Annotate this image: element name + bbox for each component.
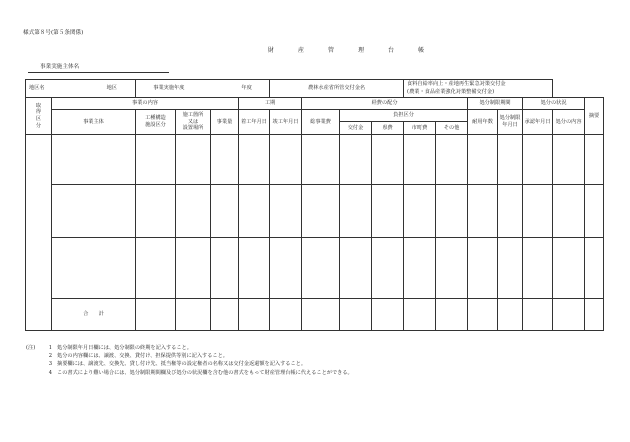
table-cell [270, 238, 302, 299]
table-cell [523, 299, 553, 331]
table-cell [436, 238, 468, 299]
project-contents-header: 事業の内容 [52, 98, 239, 110]
header-row-2 [26, 110, 604, 122]
table-cell [136, 135, 176, 185]
operator-name-line [28, 72, 169, 73]
table-cell [498, 238, 523, 299]
table-cell [340, 238, 372, 299]
district-name-cell [26, 80, 136, 98]
note-text: 処分制限年月日欄には、処分制限の終期を記入すること。 [57, 345, 192, 351]
operator-label: 事業実施主体名 [40, 64, 80, 70]
construction-period-header: 工期 [239, 98, 302, 110]
total-label: 合 計 [52, 299, 136, 331]
table-cell [553, 238, 585, 299]
table-cell [468, 238, 498, 299]
table-cell [553, 299, 585, 331]
table-cell [340, 185, 372, 238]
grant-name-label: 農林水産省所管交付金名 [270, 80, 404, 98]
table-cell [585, 238, 604, 299]
quantity-header: 事業量 [211, 110, 239, 135]
start-date-header: 着工年月日 [239, 110, 270, 135]
table-cell [468, 299, 498, 331]
table-cell [239, 299, 270, 331]
table-row [26, 238, 604, 299]
disposal-limit-date-header: 処分制限 年月日 [498, 110, 523, 135]
acquisition-category-header: 取 得 区 分 [26, 98, 52, 135]
form-number: 様式第８号(第５条関係) [23, 30, 84, 36]
table-cell [372, 238, 404, 299]
header-row-1 [26, 98, 604, 110]
table-cell [498, 185, 523, 238]
table-cell [468, 135, 498, 185]
note-number: 4 [48, 369, 52, 376]
header-info-row [26, 80, 604, 98]
note-item [26, 344, 353, 352]
table-cell [52, 185, 136, 238]
table-cell [404, 135, 436, 185]
prefecture-header: 県費 [372, 122, 404, 135]
table-cell [498, 299, 523, 331]
table-cell [404, 238, 436, 299]
disposal-status-header: 処分の状況 [523, 98, 585, 110]
note-text: 処分の内容欄には、譲渡、交換、貸付け、担保提供等別に記入すること。 [57, 353, 228, 360]
table-cell [585, 299, 604, 331]
table-cell [468, 185, 498, 238]
note-number: 1 [48, 345, 52, 351]
cost-allocation-header: 経費の配分 [302, 98, 468, 110]
location-header: 施工箇所 又は 設置場所 [176, 110, 211, 135]
district-name-label: 地区名 [29, 85, 45, 92]
table-cell [211, 135, 239, 185]
table-cell [211, 238, 239, 299]
table-cell [436, 135, 468, 185]
document-title: 財 産 管 理 台 帳 [268, 47, 434, 54]
approval-date-header: 承認年月日 [523, 110, 553, 135]
note-number: 3 [48, 361, 52, 368]
other-header: その他 [436, 122, 468, 135]
table-cell [302, 299, 340, 331]
grant-name-value: 食料自給率向上・産地再生緊急対策交付金 (農業・食品産業強化対策整備交付金) [404, 80, 553, 98]
table-cell [436, 299, 468, 331]
note-item [26, 352, 353, 360]
note-item [26, 369, 353, 377]
table-cell [372, 185, 404, 238]
burden-category-header: 負担区分 [340, 110, 468, 122]
project-operator-header: 事業主体 [52, 110, 136, 135]
acquisition-category-cell [26, 135, 52, 331]
table-cell [404, 185, 436, 238]
table-cell [176, 299, 211, 331]
note-item [26, 360, 353, 368]
total-cost-header: 総事業費 [302, 110, 340, 135]
table-cell [136, 299, 176, 331]
table-cell [211, 185, 239, 238]
table-cell [523, 135, 553, 185]
table-cell [553, 185, 585, 238]
table-cell [176, 238, 211, 299]
table-cell [52, 135, 136, 185]
remarks-header: 摘要 [585, 98, 604, 135]
disposal-limit-period-header: 処分制限期間 [468, 98, 523, 110]
table-cell [239, 238, 270, 299]
note-text: この書式により難い場合には、処分制限期間欄及び処分の状況欄を含む他の書式をもって財産管理台帳に代えることができる。 [57, 369, 353, 376]
table-cell [404, 299, 436, 331]
table-cell [239, 185, 270, 238]
note-number: 2 [48, 353, 52, 360]
note-text: 摘要欄には、譲渡先、交換先、貸し付け先、抵当権等の設定権者の名称又は交付金返還額を記入すること。 [57, 361, 307, 368]
table-cell [239, 135, 270, 185]
table-cell [270, 135, 302, 185]
table-cell [270, 185, 302, 238]
table-cell [553, 135, 585, 185]
district-label: 地区 [106, 85, 117, 92]
table-cell [340, 299, 372, 331]
grant-header: 交付金 [340, 122, 372, 135]
table-cell [270, 299, 302, 331]
table-row [26, 135, 604, 185]
table-cell [302, 238, 340, 299]
end-date-header: 竣工年月日 [270, 110, 302, 135]
implementation-year-label: 事業実施年度 [153, 85, 185, 92]
table-row [26, 185, 604, 238]
municipality-header: 市町費 [404, 122, 436, 135]
header-blank-cell [553, 80, 604, 98]
work-type-header: 工種構造 施設区分 [136, 110, 176, 135]
table-cell [136, 238, 176, 299]
table-cell [585, 185, 604, 238]
year-label: 年度 [241, 85, 252, 92]
table-cell [585, 135, 604, 185]
table-cell [340, 135, 372, 185]
table-cell [176, 185, 211, 238]
table-cell [211, 299, 239, 331]
notes-prefix: (注) [26, 345, 36, 351]
table-cell [302, 135, 340, 185]
table-cell [372, 299, 404, 331]
table-cell [523, 238, 553, 299]
disposal-contents-header: 処分の内容 [553, 110, 585, 135]
table-cell [436, 185, 468, 238]
table-cell [136, 185, 176, 238]
property-ledger-table [25, 79, 604, 331]
table-cell [498, 135, 523, 185]
notes [26, 344, 353, 377]
implementation-year-cell [136, 80, 270, 98]
table-cell [523, 185, 553, 238]
table-cell [302, 185, 340, 238]
table-cell [52, 238, 136, 299]
useful-life-header: 耐用年数 [468, 110, 498, 135]
total-row [26, 299, 604, 331]
table-cell [372, 135, 404, 185]
table-cell [176, 135, 211, 185]
